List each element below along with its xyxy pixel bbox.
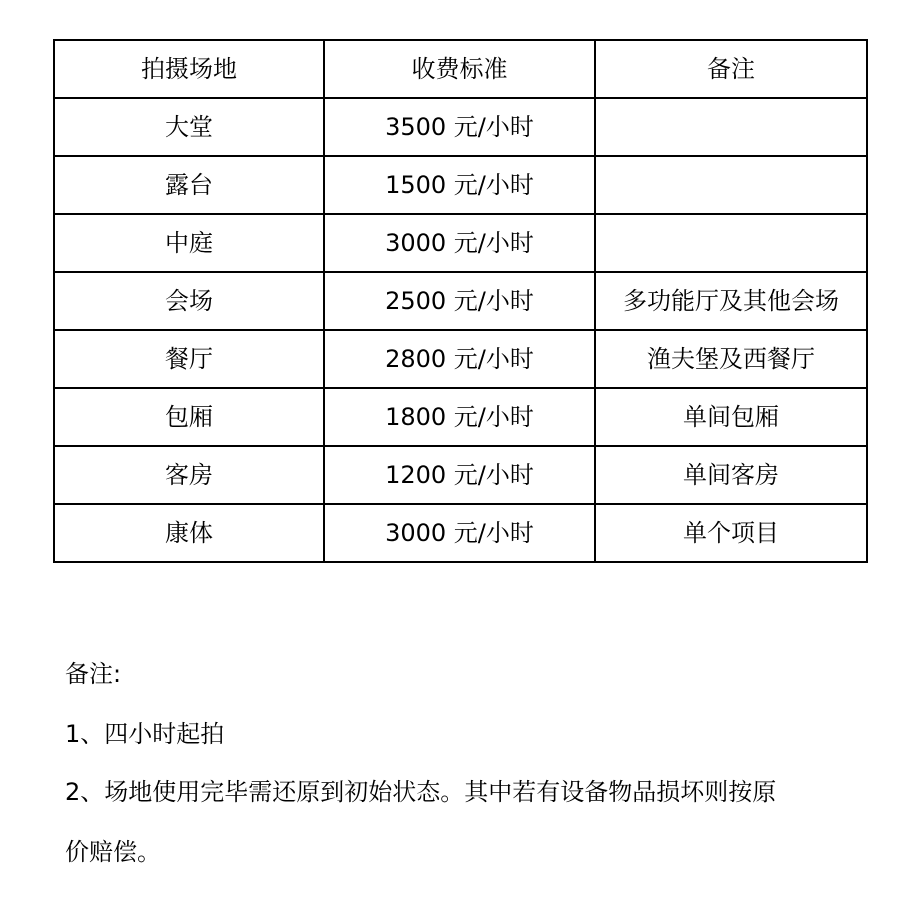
fee-cell: 3000 元/小时 (324, 214, 595, 272)
table-row (54, 214, 867, 272)
table-row (54, 272, 867, 330)
table-row (54, 330, 867, 388)
fee-cell: 2800 元/小时 (324, 330, 595, 388)
fee-cell: 2500 元/小时 (324, 272, 595, 330)
venue-cell: 客房 (54, 446, 324, 504)
remarks-cell (595, 214, 867, 272)
fee-cell: 3500 元/小时 (324, 98, 595, 156)
fee-cell: 1800 元/小时 (324, 388, 595, 446)
remarks-cell: 多功能厅及其他会场 (595, 272, 867, 330)
fee-cell: 3000 元/小时 (324, 504, 595, 562)
table-row (54, 388, 867, 446)
venue-cell: 露台 (54, 156, 324, 214)
fee-cell: 1500 元/小时 (324, 156, 595, 214)
fee-cell: 1200 元/小时 (324, 446, 595, 504)
notes-heading: 备注: (65, 660, 122, 688)
venue-cell: 康体 (54, 504, 324, 562)
remarks-cell: 单个项目 (595, 504, 867, 562)
remarks-cell: 单间客房 (595, 446, 867, 504)
table-row (54, 156, 867, 214)
venue-cell: 中庭 (54, 214, 324, 272)
fee-table (53, 39, 868, 563)
venue-cell: 大堂 (54, 98, 324, 156)
header-fee: 收费标准 (324, 40, 595, 98)
venue-cell: 包厢 (54, 388, 324, 446)
table-row (54, 98, 867, 156)
note-item-2-line-1: 2、场地使用完毕需还原到初始状态。其中若有设备物品损坏则按原 (65, 778, 777, 806)
note-item-2-line-2: 价赔偿。 (65, 838, 161, 866)
remarks-cell: 单间包厢 (595, 388, 867, 446)
venue-cell: 餐厅 (54, 330, 324, 388)
venue-cell: 会场 (54, 272, 324, 330)
table-header-row (54, 40, 867, 98)
remarks-cell: 渔夫堡及西餐厅 (595, 330, 867, 388)
table-row (54, 504, 867, 562)
header-remarks: 备注 (595, 40, 867, 98)
header-venue: 拍摄场地 (54, 40, 324, 98)
note-item-1: 1、四小时起拍 (65, 720, 225, 748)
remarks-cell (595, 156, 867, 214)
remarks-cell (595, 98, 867, 156)
table-row (54, 446, 867, 504)
